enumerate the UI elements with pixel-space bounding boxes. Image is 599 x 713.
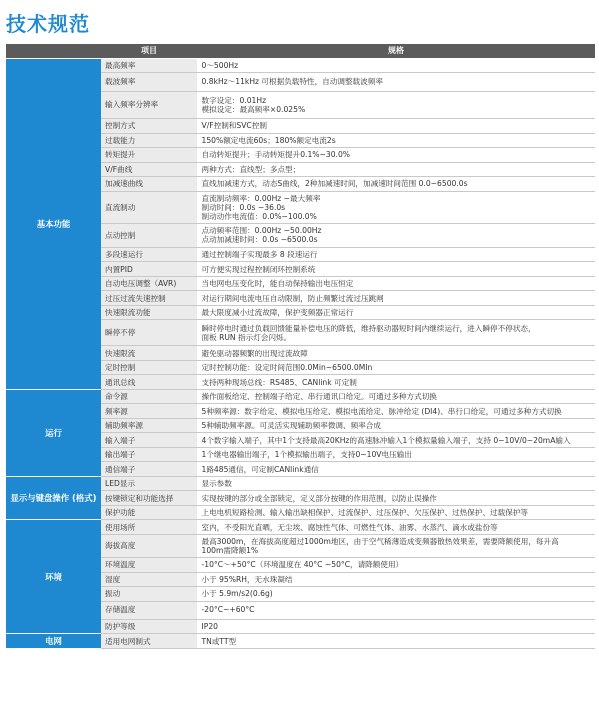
- item-cell: 转矩提升: [101, 148, 197, 163]
- spec-line: 操作面板给定、控制端子给定、串行通讯口给定。可通过多种方式切换: [201, 392, 437, 402]
- spec-line: 避免驱动器频繁的出现过流故障: [201, 348, 308, 358]
- category-cell: 环境: [6, 520, 101, 634]
- spec-cell: [197, 247, 595, 262]
- item-cell: 多段速运行: [101, 247, 197, 262]
- table-row: [6, 389, 595, 404]
- spec-cell: [197, 619, 595, 634]
- spec-cell: [197, 587, 595, 602]
- item-cell: 按键锁定和功能选择: [101, 491, 197, 506]
- item-cell: 加减速曲线: [101, 177, 197, 192]
- spec-line: 室内，不受阳光直晒，无尘埃、腐蚀性气体、可燃性气体、油雾、水蒸汽、滴水或盐份等: [201, 522, 498, 532]
- spec-cell: [197, 375, 595, 390]
- item-cell: 命令源: [101, 389, 197, 404]
- spec-line: 支持两种现场总线：RS485、CANlink 可定制: [201, 377, 357, 387]
- item-cell: 载波频率: [101, 73, 197, 92]
- spec-cell: [197, 305, 595, 320]
- spec-line: V/F控制和SVC控制: [201, 121, 267, 131]
- spec-line: 0.8kHz～11kHz 可根据负载特性，自动调整载波频率: [201, 77, 383, 87]
- spec-body: [6, 58, 595, 649]
- item-cell: 最高频率: [101, 58, 197, 73]
- spec-cell: [197, 148, 595, 163]
- spec-cell: [197, 447, 595, 462]
- item-cell: 存储温度: [101, 601, 197, 619]
- spec-line: -10°C～+50°C（环境温度在 40°C ~50°C，请降额使用）: [201, 560, 404, 570]
- item-cell: V/F曲线: [101, 162, 197, 177]
- spec-line: 数字设定：0.01Hz: [201, 95, 267, 105]
- page-title: 技术规范: [6, 12, 90, 36]
- spec-line: 制动时间：0.0s ~36.0s: [201, 202, 286, 212]
- spec-line: 显示参数: [201, 479, 232, 489]
- spec-line: 面板 RUN 指示灯会闪烁。: [201, 332, 292, 342]
- item-cell: 保护功能: [101, 505, 197, 520]
- item-cell: 适用电网制式: [101, 634, 197, 649]
- spec-line: 两种方式：直线型；多点型；: [201, 164, 301, 174]
- spec-line: 可方便实现过程控制闭环控制系统: [201, 264, 316, 274]
- spec-cell: [197, 558, 595, 573]
- category-cell: 电网: [6, 634, 101, 649]
- spec-cell: [197, 320, 595, 346]
- header-item: 项目: [101, 44, 197, 58]
- item-cell: 环境温度: [101, 558, 197, 573]
- item-cell: 使用场所: [101, 520, 197, 535]
- spec-line: 直线加减速方式，动态S曲线，2种加减速时间，加减速时间范围 0.0~6500.0s: [201, 179, 468, 189]
- spec-line: 5种频率源：数字给定、模拟电压给定、模拟电流给定、脉冲给定 (DI4)、串行口给定，可通过多种方式切换: [201, 406, 562, 416]
- item-cell: 定时控制: [101, 360, 197, 375]
- spec-line: TN或TT型: [201, 636, 237, 646]
- item-cell: 快速限流: [101, 346, 197, 361]
- spec-line: 定时控制功能：设定时间范围0.0Min~6500.0MIn: [201, 363, 373, 373]
- spec-cell: [197, 360, 595, 375]
- spec-table: [6, 44, 595, 649]
- spec-cell: [197, 462, 595, 477]
- spec-line: 直流制动频率：0.00Hz ~最大频率: [201, 193, 321, 203]
- item-cell: 内置PID: [101, 262, 197, 277]
- spec-cell: [197, 476, 595, 491]
- spec-cell: [197, 162, 595, 177]
- spec-cell: [197, 534, 595, 557]
- category-cell: 运行: [6, 389, 101, 476]
- spec-line: 小于 95%RH，无水珠凝结: [201, 574, 293, 584]
- spec-line: 最大限度减小过流故障，保护变频器正常运行: [201, 308, 354, 318]
- spec-cell: [197, 58, 595, 73]
- spec-line: 瞬时停电时通过负载回馈能量补偿电压的降低，维持驱动器短时间内继续运行，进入瞬停不停状态，: [201, 323, 536, 333]
- spec-line: 制动动作电流值：0.0%~100.0%: [201, 211, 317, 221]
- spec-cell: [197, 418, 595, 433]
- spec-line: 实现按键的部分或全部锁定，定义部分按键的作用范围，以防止误操作: [201, 493, 437, 503]
- spec-cell: [197, 505, 595, 520]
- spec-line: 1个继电器输出端子，1个模拟输出端子，支持0~10V电压输出: [201, 450, 412, 460]
- spec-cell: [197, 520, 595, 535]
- spec-line: 4个数字输入端子，其中1个支持最高20KHz的高速脉冲输入1个模拟量输入端子，支持 0~10V/0~20mA输入: [201, 435, 571, 445]
- spec-cell: [197, 601, 595, 619]
- spec-cell: [197, 223, 595, 247]
- spec-line: 100m需降额1%: [201, 545, 259, 555]
- spec-cell: [197, 433, 595, 448]
- category-cell: 基本功能: [6, 58, 101, 389]
- item-cell: 海拔高度: [101, 534, 197, 557]
- item-cell: 辅助频率源: [101, 418, 197, 433]
- spec-line: 点动加减速时间：0.0s ~6500.0s: [201, 235, 318, 245]
- table-row: [6, 634, 595, 649]
- spec-line: 当电网电压变化时，能自动保持输出电压恒定: [201, 279, 354, 289]
- spec-cell: [197, 291, 595, 306]
- header-spec: 规格: [197, 44, 595, 58]
- item-cell: LED显示: [101, 476, 197, 491]
- item-cell: 防护等级: [101, 619, 197, 634]
- spec-cell: [197, 262, 595, 277]
- table-header-row: [6, 44, 595, 58]
- spec-line: -20°C~+60°C: [201, 605, 255, 615]
- item-cell: 频率源: [101, 404, 197, 419]
- spec-line: 5种辅助频率源。可灵活实现辅助频率微调、频率合成: [201, 421, 381, 431]
- item-cell: 通讯总线: [101, 375, 197, 390]
- header-blank: [6, 44, 101, 58]
- item-cell: 快速限流功能: [101, 305, 197, 320]
- item-cell: 过载能力: [101, 133, 197, 148]
- spec-cell: [197, 389, 595, 404]
- spec-cell: [197, 346, 595, 361]
- spec-cell: [197, 177, 595, 192]
- spec-cell: [197, 133, 595, 148]
- table-row: [6, 520, 595, 535]
- item-cell: 控制方式: [101, 119, 197, 134]
- spec-cell: [197, 404, 595, 419]
- spec-cell: [197, 191, 595, 223]
- item-cell: 输入端子: [101, 433, 197, 448]
- table-row: [6, 476, 595, 491]
- spec-cell: [197, 92, 595, 119]
- spec-line: 通过控制端子实现最多 8 段速运行: [201, 250, 318, 260]
- item-cell: 直流制动: [101, 191, 197, 223]
- item-cell: 振动: [101, 587, 197, 602]
- spec-line: 最高3000m，在海拔高度超过1000m地区，由于空气稀薄造成变频器散热效果差，需要降额使用，每升高: [201, 536, 559, 546]
- spec-line: 1路485通信，可定制CANlink通信: [201, 464, 319, 474]
- item-cell: 点动控制: [101, 223, 197, 247]
- spec-line: 对运行期间电流电压自动限制，防止频繁过流过压跳闸: [201, 293, 384, 303]
- spec-cell: [197, 491, 595, 506]
- item-cell: 输入频率分辨率: [101, 92, 197, 119]
- category-cell: 显示与键盘操作 (格式): [6, 476, 101, 520]
- item-cell: 通信端子: [101, 462, 197, 477]
- item-cell: 过压过流失速控制: [101, 291, 197, 306]
- spec-line: 点动频率范围：0.00Hz ~50.00Hz: [201, 226, 322, 236]
- item-cell: 自动电压调整（AVR): [101, 276, 197, 291]
- spec-line: 自动转矩提升；手动转矩提升0.1%~30.0%: [201, 150, 350, 160]
- spec-cell: [197, 119, 595, 134]
- spec-line: 150%额定电流60s；180%额定电流2s: [201, 135, 336, 145]
- spec-line: 上电电机短路检测、输入输出缺相保护、过流保护、过压保护、欠压保护、过热保护、过载保护等: [201, 508, 529, 518]
- table-row: [6, 58, 595, 73]
- spec-line: 模拟设定：最高频率×0.025%: [201, 105, 306, 114]
- spec-line: 小于 5.9m/s2(0.6g): [201, 589, 273, 599]
- spec-cell: [197, 634, 595, 649]
- spec-cell: [197, 572, 595, 587]
- spec-cell: [197, 73, 595, 92]
- spec-cell: [197, 276, 595, 291]
- spec-line: 0～500Hz: [201, 60, 239, 70]
- item-cell: 输出端子: [101, 447, 197, 462]
- item-cell: 瞬停不停: [101, 320, 197, 346]
- spec-line: IP20: [201, 621, 218, 631]
- item-cell: 湿度: [101, 572, 197, 587]
